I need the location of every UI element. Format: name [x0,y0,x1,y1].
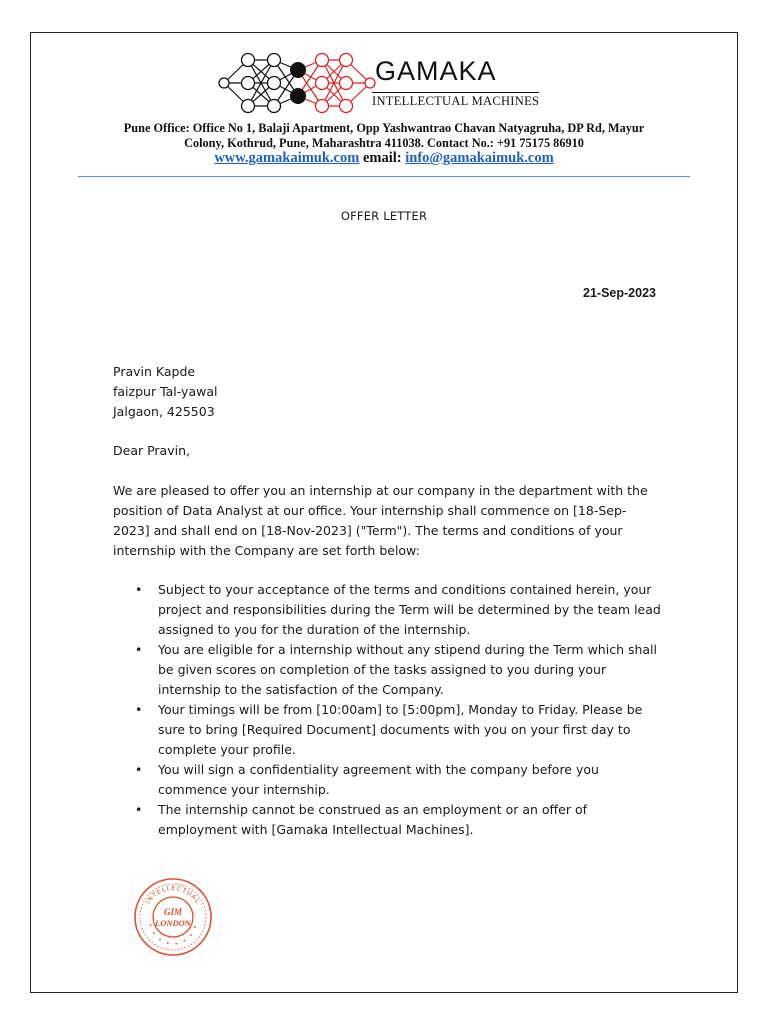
recipient-city: Jalgaon, 425503 [113,404,215,419]
email-label: email: [362,150,402,166]
terms-list [113,580,661,840]
website-link[interactable]: www.gamakaimuk.com [214,150,360,166]
letter-date: 21-Sep-2023 [583,286,656,300]
term-text: Your timings will be from [10:00am] to [5:00pm], Monday to Friday. Please be sure to bring [Required Document] documents with you on your first day to complete your profile. [158,702,643,757]
list-item [113,580,661,640]
contact-line [100,150,668,167]
term-text: The internship cannot be construed as an employment or an offer of employment with [Gamaka Intellectual Machines]. [158,802,587,837]
bullet-icon: • [135,582,143,597]
recipient-address-line: faizpur Tal-yawal [113,384,218,399]
company-seal-stamp [132,876,214,958]
term-text: Subject to your acceptance of the terms and conditions contained herein, your project and responsibilities during the Term will be determined by the team lead assigned to you for the duration of the internship. [158,582,661,637]
neural-network-logo-icon [218,48,378,118]
list-item [113,700,661,760]
bullet-icon: • [135,702,143,717]
intro-paragraph: We are pleased to offer you an internship at our company in the department with the position of Data Analyst at our office. Your internship shall commence on [18-Sep-2023] and shall end on [18-Nov-2023] ("Term"). The terms and conditions of your internship with the Company are set forth below: [113,483,648,558]
term-text: You are eligible for a internship without any stipend during the Term which shall be given scores on completion of the tasks assigned to you during your internship to the satisfaction of the Company. [158,642,658,697]
stamp-line1: GIM [163,907,183,917]
company-name: GAMAKA [375,56,497,86]
stamp-line2: LONDON [155,918,191,928]
term-text: You will sign a confidentiality agreement with the company before you commence your internship. [158,762,599,797]
list-item [113,640,661,700]
salutation: Dear Pravin, [113,443,190,458]
svg-text:• • • • • • • •: • • • • • • • • [146,922,200,949]
list-item [113,800,661,840]
stamp-arc-text: INTELLECTUAL [144,884,202,906]
list-item [113,760,661,800]
bullet-icon: • [135,762,143,777]
bullet-icon: • [135,802,143,817]
header-divider [78,176,690,177]
svg-text:INTELLECTUAL [145,885,201,905]
document-title: OFFER LETTER [340,209,428,223]
bullet-icon: • [135,642,143,657]
recipient-name: Pravin Kapde [113,364,196,379]
company-tagline: INTELLECTUAL MACHINES [372,94,540,108]
office-address-line2: Colony, Kothrud, Pune, Maharashtra 411038. Contact No.: +91 75175 86910 [184,136,584,150]
office-address-line1: Pune Office: Office No 1, Balaji Apartment, Opp Yashwantrao Chavan Natyagruha, DP Rd, Mayur [123,121,645,135]
recipient-address [113,362,217,422]
email-link[interactable]: info@gamakaimuk.com [405,150,554,166]
